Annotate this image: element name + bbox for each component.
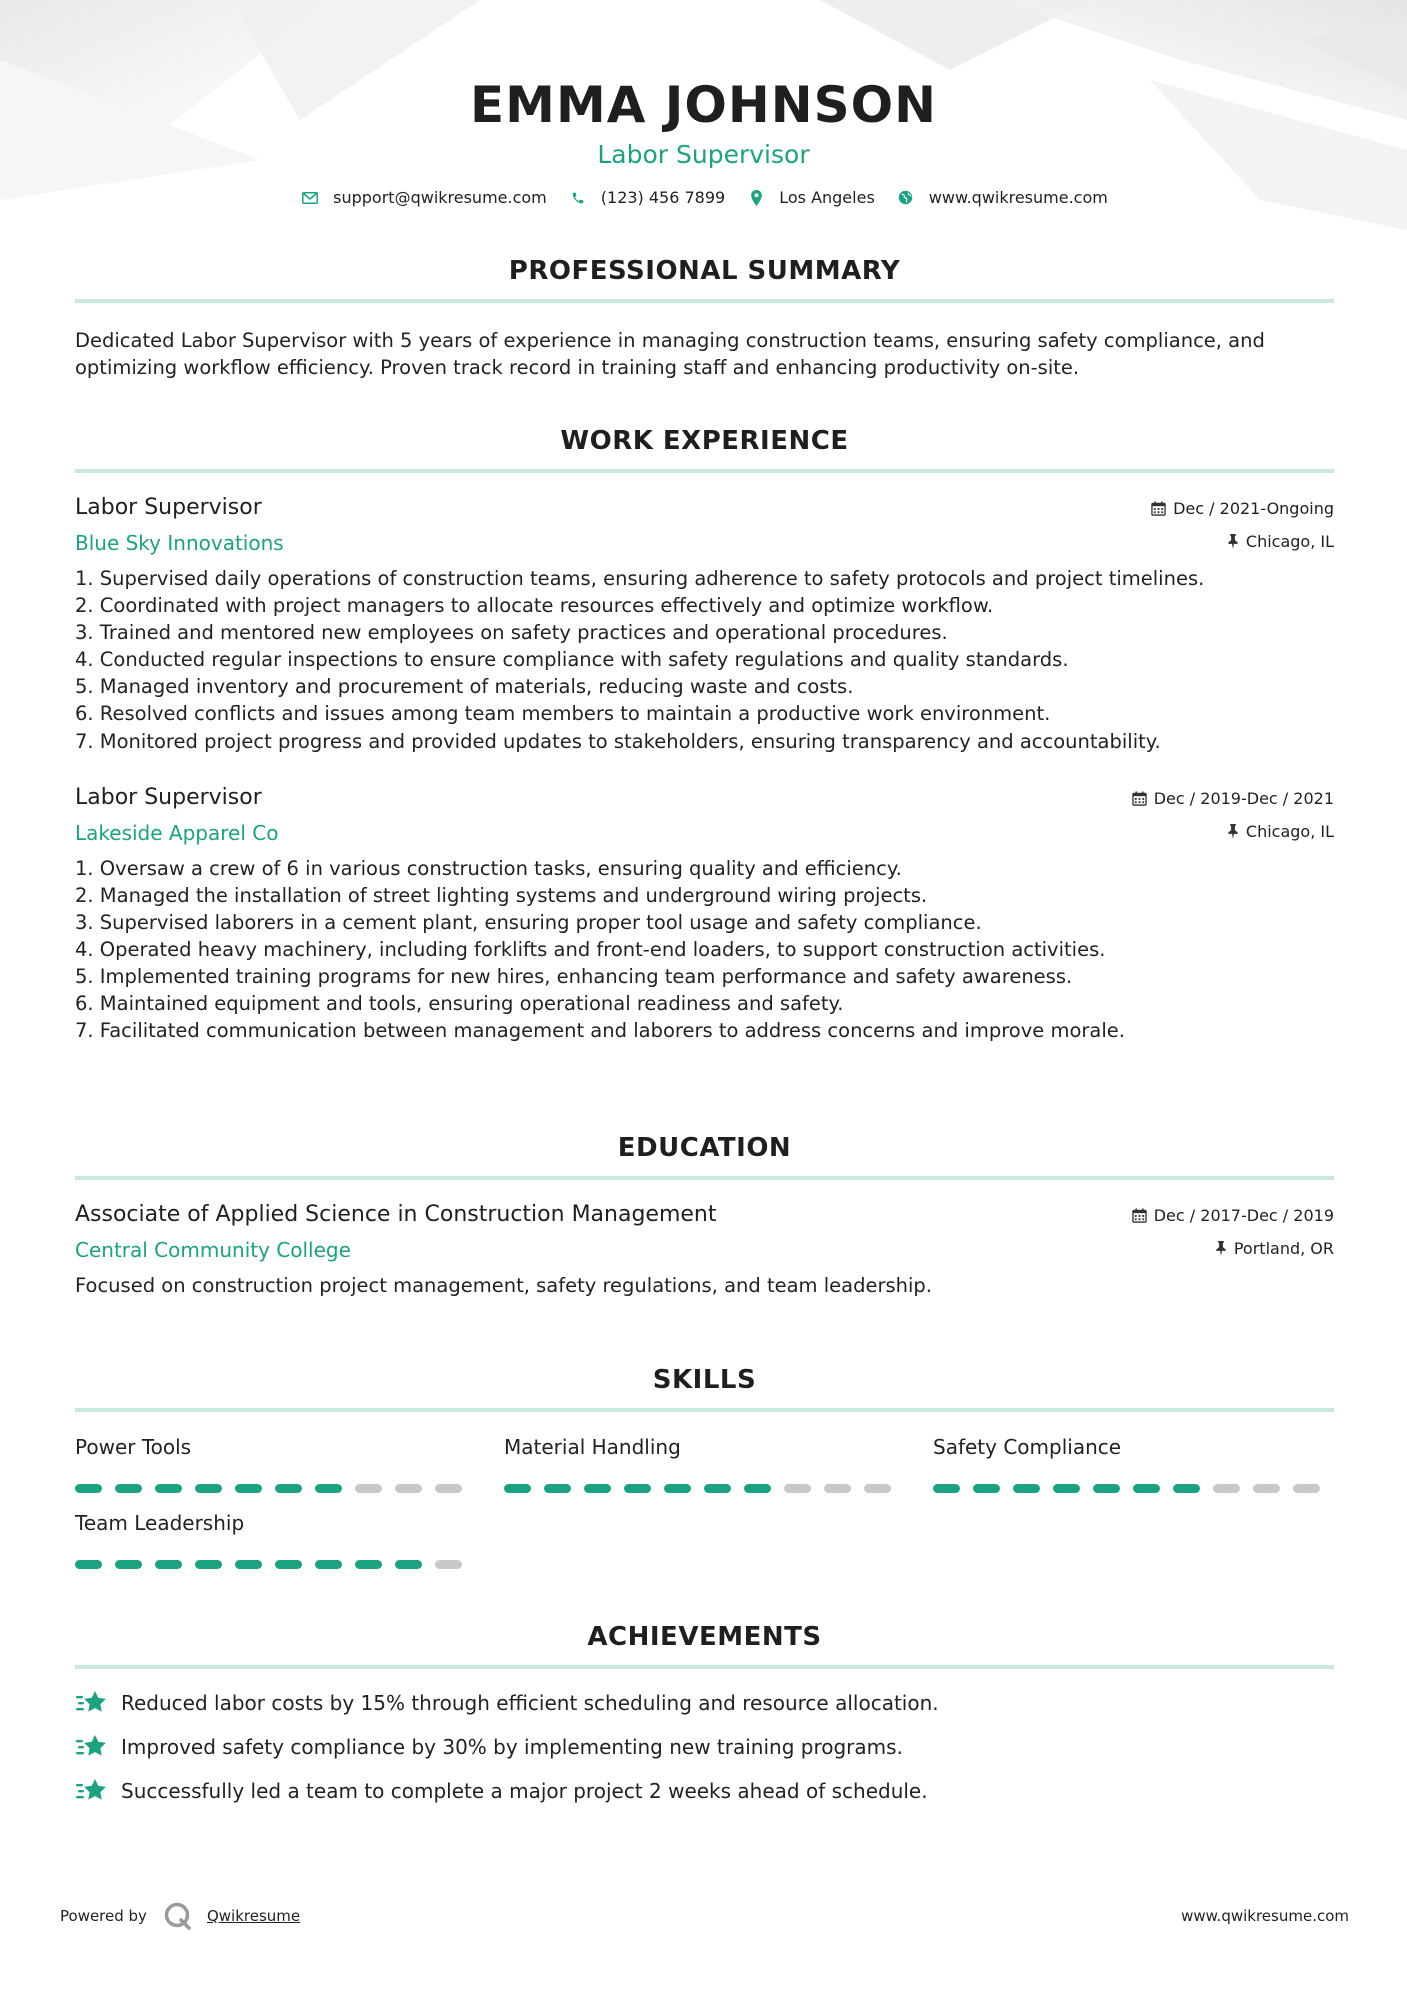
skill-dash-empty: [1293, 1484, 1320, 1493]
skill-dash-filled: [1053, 1484, 1080, 1493]
calendar-icon: [1132, 791, 1147, 806]
skill-dash-empty: [395, 1484, 422, 1493]
skills-section: [75, 1364, 1334, 1586]
section-divider: [75, 1176, 1334, 1180]
achievements-heading: ACHIEVEMENTS: [587, 1622, 822, 1652]
job-header: [75, 785, 1334, 855]
skill-item: [504, 1434, 904, 1510]
skill-dash-filled: [584, 1484, 611, 1493]
section-divider: [75, 299, 1334, 303]
skill-dash-empty: [1253, 1484, 1280, 1493]
list-item: 5. Managed inventory and procurement of materials, reducing waste and costs.: [75, 675, 854, 699]
job-entry: [75, 785, 1334, 1045]
skill-dash-empty: [355, 1484, 382, 1493]
skill-name: Power Tools: [75, 1435, 192, 1459]
skill-dash-filled: [115, 1484, 142, 1493]
skill-dash-filled: [355, 1560, 382, 1569]
job-date: [1132, 789, 1334, 808]
map-pin-icon: [745, 189, 767, 207]
experience-heading: WORK EXPERIENCE: [560, 426, 849, 456]
list-item: 4. Conducted regular inspections to ensure compliance with safety regulations and quality standards.: [75, 648, 1069, 672]
email-text[interactable]: support@qwikresume.com: [333, 188, 547, 207]
achievement-item: [75, 1769, 1334, 1813]
skill-dash-filled: [75, 1560, 102, 1569]
skill-item: [933, 1434, 1333, 1510]
skill-dash-empty: [784, 1484, 811, 1493]
education-location-text: Portland, OR: [1233, 1239, 1334, 1258]
skill-dash-filled: [1133, 1484, 1160, 1493]
skill-dash-filled: [75, 1484, 102, 1493]
skill-dash-empty: [435, 1560, 462, 1569]
skill-dash-empty: [824, 1484, 851, 1493]
section-divider: [75, 1665, 1334, 1669]
globe-icon: [895, 189, 917, 207]
achievements-list: [75, 1681, 1334, 1813]
location-text: Los Angeles: [779, 188, 875, 207]
skill-item: [75, 1434, 475, 1510]
list-item: 2. Coordinated with project managers to allocate resources effectively and optimize workflow.: [75, 594, 994, 618]
skill-dash-filled: [235, 1484, 262, 1493]
skill-level-bar: [75, 1560, 475, 1569]
skill-dash-filled: [315, 1560, 342, 1569]
section-divider: [75, 469, 1334, 473]
calendar-icon: [1151, 501, 1166, 516]
contact-row: [0, 188, 1407, 207]
job-date-text: Dec / 2019-Dec / 2021: [1153, 788, 1334, 808]
education-heading: EDUCATION: [617, 1133, 792, 1163]
skill-dash-filled: [195, 1484, 222, 1493]
job-title: Labor Supervisor: [75, 784, 262, 810]
contact-location: [745, 188, 875, 207]
summary-heading: PROFESSIONAL SUMMARY: [508, 256, 901, 286]
phone-icon: [567, 189, 589, 207]
skill-dash-filled: [704, 1484, 731, 1493]
job-title: Labor Supervisor: [75, 495, 262, 520]
page-footer: [60, 1896, 1349, 1936]
job-location: [1227, 532, 1334, 551]
contact-website[interactable]: [895, 188, 1108, 207]
skill-item: [75, 1510, 475, 1586]
skill-dash-filled: [115, 1560, 142, 1569]
summary-line: optimizing workflow efficiency. Proven track record in training staff and enhancing productivity on-site.: [75, 356, 1080, 379]
skill-dash-filled: [1013, 1484, 1040, 1493]
degree-title: Associate of Applied Science in Construction Management: [75, 1202, 717, 1227]
summary-line: Dedicated Labor Supervisor with 5 years of experience in managing construction teams, ensuring safety compliance, and: [75, 329, 1265, 352]
skill-dash-filled: [1093, 1484, 1120, 1493]
job-location-text: Chicago, IL: [1245, 821, 1334, 841]
skills-heading: SKILLS: [652, 1365, 757, 1395]
job-company: Lakeside Apparel Co: [75, 820, 279, 845]
list-item: 7. Facilitated communication between management and laborers to address concerns and improve morale.: [75, 1019, 1125, 1043]
calendar-icon: [1132, 1208, 1147, 1223]
skill-dash-filled: [155, 1484, 182, 1493]
list-item: 6. Resolved conflicts and issues among team members to maintain a productive work environment.: [75, 702, 1051, 726]
education-date-text: Dec / 2017-Dec / 2019: [1153, 1206, 1334, 1225]
list-item: 5. Implemented training programs for new hires, enhancing team performance and safety awareness.: [75, 965, 1073, 989]
website-text[interactable]: www.qwikresume.com: [928, 188, 1108, 207]
skill-dash-filled: [544, 1484, 571, 1493]
skill-dash-empty: [864, 1484, 891, 1493]
skill-dash-filled: [664, 1484, 691, 1493]
list-item: 1. Oversaw a crew of 6 in various construction tasks, ensuring quality and efficiency.: [75, 856, 902, 880]
candidate-title: Labor Supervisor: [597, 140, 810, 169]
list-item: 1. Supervised daily operations of construction teams, ensuring adherence to safety protocols and project timelines.: [75, 567, 1205, 590]
contact-email[interactable]: [299, 188, 547, 207]
list-item: 6. Maintained equipment and tools, ensuring operational readiness and safety.: [75, 992, 844, 1016]
skill-dash-empty: [1213, 1484, 1240, 1493]
job-location-text: Chicago, IL: [1245, 532, 1334, 551]
achievements-section: [75, 1621, 1334, 1813]
education-section: [75, 1132, 1334, 1299]
skill-dash-filled: [195, 1560, 222, 1569]
envelope-icon: [299, 189, 321, 207]
skill-dash-filled: [624, 1484, 651, 1493]
skill-dash-filled: [1173, 1484, 1200, 1493]
achievement-item: [75, 1725, 1334, 1769]
achievement-item: [75, 1681, 1334, 1725]
list-item: 2. Managed the installation of street lighting systems and underground wiring projects.: [75, 883, 928, 907]
experience-section: [75, 425, 1334, 1044]
list-item: 4. Operated heavy machinery, including forklifts and front-end loaders, to support construction activities.: [75, 937, 1106, 961]
summary-text: [75, 327, 1334, 381]
skill-name: Safety Compliance: [933, 1435, 1122, 1459]
education-header: [75, 1202, 1334, 1272]
job-header: [75, 495, 1334, 565]
candidate-name: EMMA JOHNSON: [470, 76, 937, 134]
star-icon: [75, 1732, 109, 1762]
skill-level-bar: [504, 1484, 904, 1493]
skill-dash-filled: [395, 1560, 422, 1569]
job-bullets: [75, 855, 1334, 1045]
skill-dash-filled: [504, 1484, 531, 1493]
list-item: 3. Trained and mentored new employees on safety practices and operational procedures.: [75, 621, 948, 645]
qwikresume-link[interactable]: Qwikresume: [206, 1907, 301, 1925]
job-bullets: [75, 565, 1334, 755]
footer-website[interactable]: www.qwikresume.com: [1181, 1907, 1349, 1925]
skill-dash-filled: [315, 1484, 342, 1493]
skill-level-bar: [75, 1484, 475, 1493]
skill-dash-filled: [155, 1560, 182, 1569]
school-name: Central Community College: [75, 1238, 351, 1262]
skill-name: Team Leadership: [75, 1511, 245, 1535]
list-item: 3. Supervised laborers in a cement plant, ensuring proper tool usage and safety compliance.: [75, 910, 982, 934]
qwikresume-logo-icon: [163, 1901, 193, 1931]
skills-grid: [75, 1434, 1334, 1586]
skill-dash-filled: [235, 1560, 262, 1569]
education-location: [1215, 1239, 1334, 1258]
resume-header: [0, 0, 1407, 207]
skill-level-bar: [933, 1484, 1333, 1493]
education-date: [1132, 1206, 1334, 1225]
skill-dash-empty: [435, 1484, 462, 1493]
summary-section: [75, 255, 1334, 381]
job-entry: [75, 495, 1334, 755]
job-date-text: Dec / 2021-Ongoing: [1173, 499, 1334, 518]
pushpin-icon: [1215, 1241, 1227, 1256]
star-icon: [75, 1776, 109, 1806]
pushpin-icon: [1227, 824, 1239, 839]
job-date: [1151, 499, 1334, 518]
skill-dash-filled: [275, 1560, 302, 1569]
achievement-text: Improved safety compliance by 30% by implementing new training programs.: [121, 1735, 903, 1759]
skill-dash-filled: [275, 1484, 302, 1493]
job-location: [1227, 822, 1334, 841]
skill-dash-filled: [973, 1484, 1000, 1493]
skill-name: Material Handling: [504, 1435, 681, 1459]
list-item: 7. Monitored project progress and provided updates to stakeholders, ensuring transparency and accountability.: [75, 729, 1161, 753]
phone-text[interactable]: (123) 456 7899: [600, 188, 726, 207]
achievement-text: Reduced labor costs by 15% through efficient scheduling and resource allocation.: [121, 1691, 939, 1715]
job-company: Blue Sky Innovations: [75, 531, 284, 555]
education-entry: [75, 1202, 1334, 1299]
achievement-text: Successfully led a team to complete a major project 2 weeks ahead of schedule.: [121, 1779, 928, 1803]
star-icon: [75, 1688, 109, 1718]
contact-phone[interactable]: [567, 188, 725, 207]
powered-by-label: Powered by: [60, 1907, 147, 1925]
pushpin-icon: [1227, 534, 1239, 549]
section-divider: [75, 1408, 1334, 1412]
education-description: Focused on construction project management, safety regulations, and team leadership.: [75, 1274, 933, 1297]
powered-by: [60, 1901, 300, 1931]
skill-dash-filled: [744, 1484, 771, 1493]
skill-dash-filled: [933, 1484, 960, 1493]
